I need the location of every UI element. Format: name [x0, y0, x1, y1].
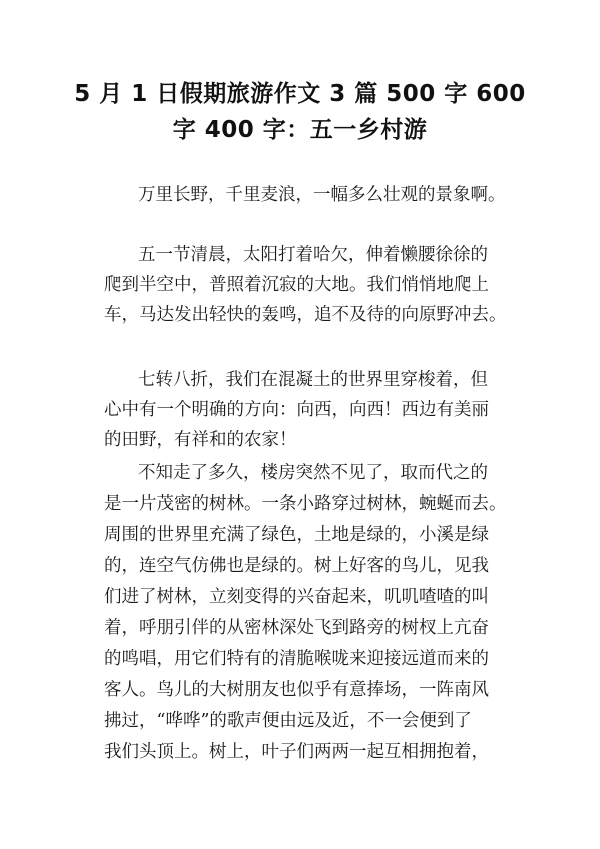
title-line-2: 字 400 字：五一乡村游 [172, 117, 428, 143]
page-title [60, 76, 540, 148]
paragraph-line: 不知走了多久，楼房突然不见了，取而代之的 [138, 463, 488, 483]
paragraph-line: 车，马达发出轻快的轰鸣，追不及待的向原野冲去。 [104, 305, 507, 325]
paragraph-line: 心中有一个明确的方向：向西，向西！西边有美丽 [104, 400, 489, 420]
title-line-1: 5 月 1 日假期旅游作文 3 篇 500 字 600 [74, 81, 526, 107]
paragraph-line: 万里长野，千里麦浪，一幅多么壮观的景象啊。 [138, 185, 506, 205]
paragraph-line: 我们头顶上。树上，叶子们两两一起互相拥抱着， [104, 742, 489, 762]
paragraph-line: 拂过，“哗哗”的歌声便由远及近，不一会便到了 [104, 711, 472, 731]
paragraph-line: 的鸣唱，用它们特有的清脆喉咙来迎接远道而来的 [104, 649, 489, 669]
paragraph-line: 的田野，有祥和的农家！ [104, 430, 297, 450]
paragraph-line: 们进了树林，立刻变得的兴奋起来，叽叽喳喳的叫 [104, 587, 489, 607]
paragraph-line: 着，呼朋引伴的从密林深处飞到路旁的树杈上亢奋 [104, 618, 489, 638]
paragraph-line: 七转八折，我们在混凝土的世界里穿梭着，但 [138, 370, 488, 390]
paragraph-line: 是一片茂密的树林。一条小路穿过树林，蜿蜒而去。 [104, 494, 507, 514]
paragraph-line: 五一节清晨，太阳打着哈欠，伸着懒腰徐徐的 [138, 245, 488, 265]
paragraph-line: 周围的世界里充满了绿色，土地是绿的，小溪是绿 [104, 525, 489, 545]
paragraph-line: 客人。鸟儿的大树朋友也似乎有意捧场，一阵南风 [104, 680, 489, 700]
paragraph-line: 的，连空气仿佛也是绿的。树上好客的鸟儿，见我 [104, 556, 489, 576]
paragraph-line: 爬到半空中，普照着沉寂的大地。我们悄悄地爬上 [104, 275, 489, 295]
